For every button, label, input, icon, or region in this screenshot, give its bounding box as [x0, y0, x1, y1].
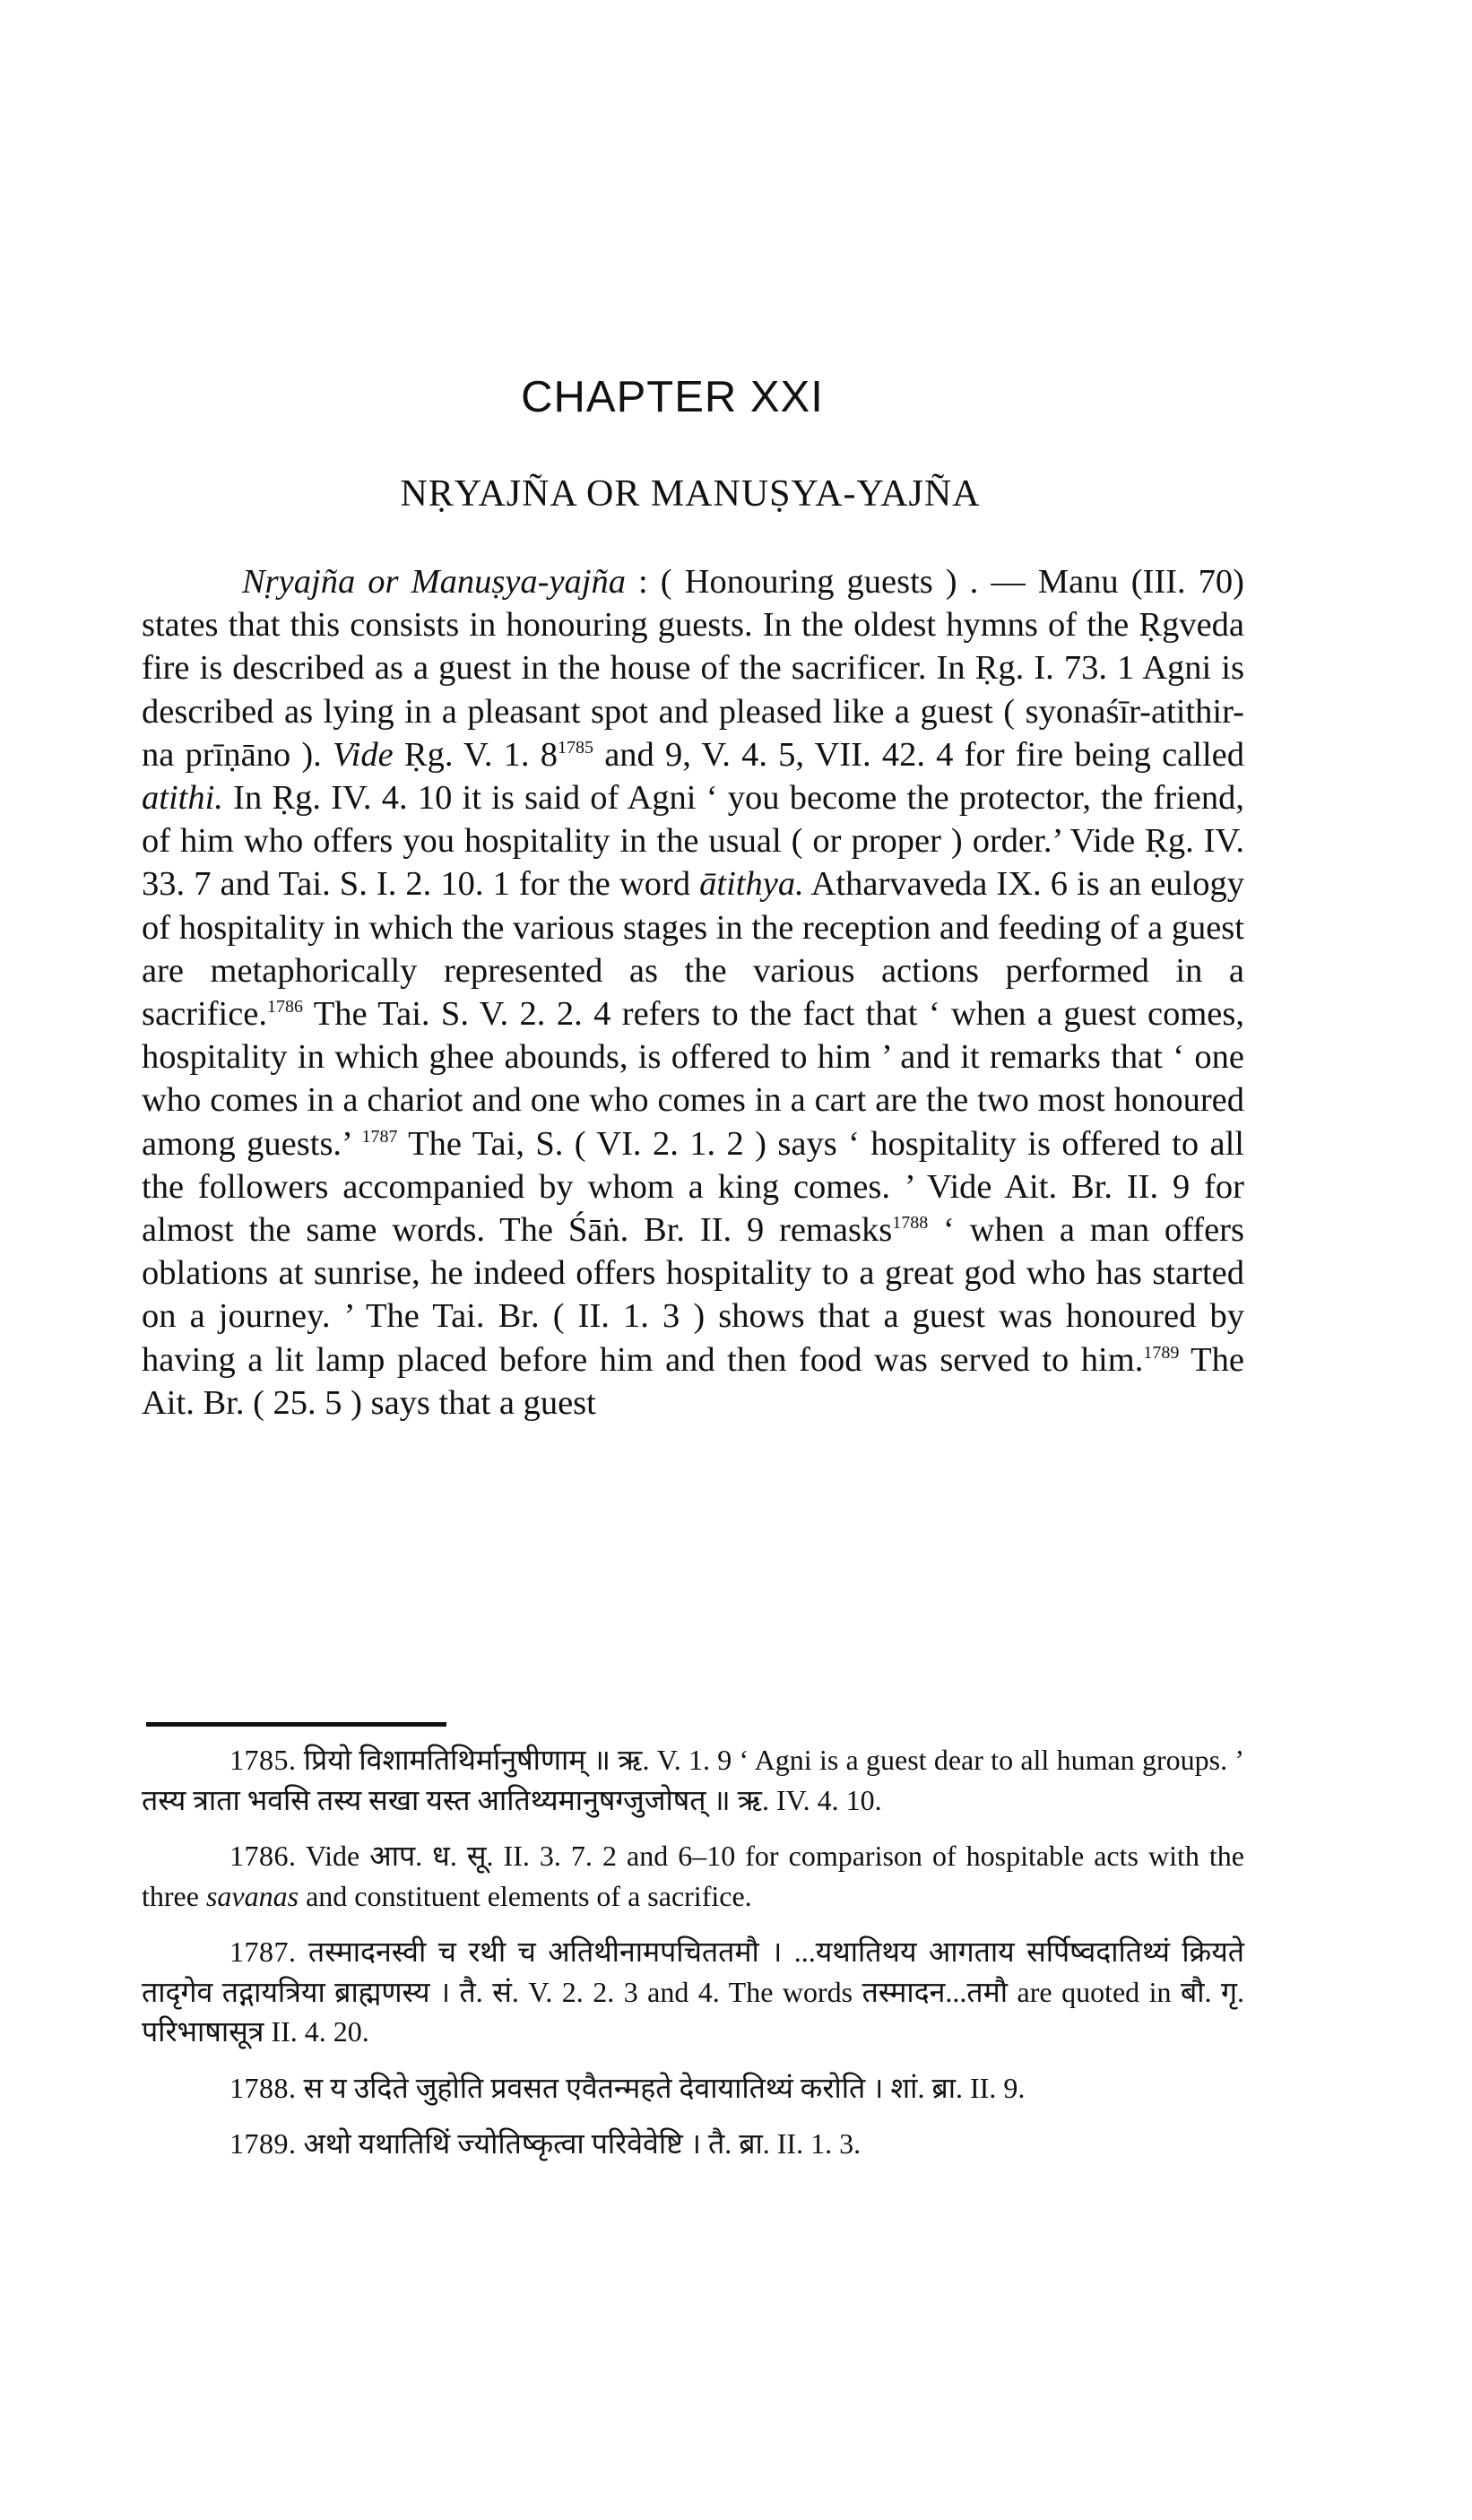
text-run: Atharvaveda IX. 6 is an eulogy of hospitality in which the various stages in the reception and feeding of a guest are metaphorically represented as the various actions performed in a sacrifice.	[142, 865, 1244, 1034]
footnote-text: Vide आप. ध. सू. II. 3. 7. 2 and 6–10 for comparison of hospitable acts with the three	[142, 1840, 1244, 1912]
footnote-1786	[142, 1836, 1244, 1916]
footnote-text: and constituent elements of a sacrifice.	[299, 1879, 752, 1912]
footnote-1789	[142, 2124, 1244, 2164]
footnote-ref-1786: 1786	[267, 997, 303, 1018]
atithi-italic: atithi.	[142, 779, 223, 818]
footnote-text: प्रियो विशामतिथिर्मानुषीणाम् ॥ ऋ. V. 1. 9 ‘ Agni is a guest dear to all human groups. ’ तस्य त्राता भवसि तस्य सखा यस्त आतिथ्यमानुषग्जुजोषत् ॥ ऋ. IV. 4. 10.	[142, 1744, 1244, 1816]
footnote-number: 1785.	[229, 1744, 297, 1776]
lead-italic: Nṛyajña or Manuṣya-yajña	[242, 563, 627, 601]
footnote-ref-1787: 1787	[361, 1126, 398, 1147]
vide-italic: Vide	[333, 735, 394, 774]
text-run: The Tai, S. ( VI. 2. 1. 2 ) says ‘ hospitality is offered to all the followers accompanied by whom a king comes. ’ Vide Ait. Br. II. 9 for almost the same words. The Śāṅ. Br. II. 9 remasks	[142, 1124, 1245, 1250]
footnote-text: अथो यथातिथिं ज्योतिष्कृत्वा परिवेवेष्टि । तै. ब्रा. II. 1. 3.	[296, 2127, 862, 2160]
footnote-1787	[142, 1932, 1244, 2052]
chapter-title: NṚYAJÑA OR MANUṢYA-YAJÑA	[400, 473, 981, 515]
text-run: ‘ when a man offers oblations at sunrise, he indeed offers hospitality to a great god who has started on a journey. ’ The Tai. Br. ( II. 1. 3 ) shows that a guest was honoured by having a lit lamp placed before him and then food was served to him.	[142, 1211, 1244, 1379]
text-run: In Ṛg. IV. 4. 10 it is said of Agni ‘ you become the protector, the friend, of him who offers you hospitality in the usual ( or proper ) order.’ Vide Ṛg. IV. 33. 7 and Tai. S. I. 2. 10. 1 for the word	[142, 779, 1244, 904]
footnote-ref-1785: 1785	[558, 737, 594, 758]
footnote-number: 1786.	[229, 1840, 297, 1872]
footnote-ref-1788: 1788	[892, 1213, 929, 1234]
footnote-number: 1789.	[229, 2127, 297, 2160]
main-text	[142, 560, 1244, 1425]
footnotes	[142, 1740, 1244, 2180]
chapter-heading: CHAPTER XXI	[521, 373, 824, 421]
footnote-1785	[142, 1740, 1244, 1820]
text-run: Ṛg. V. 1. 8	[393, 735, 558, 774]
main-paragraph	[142, 560, 1244, 1425]
footnote-number: 1788.	[229, 2071, 297, 2104]
text-run: The Tai. S. V. 2. 2. 4 refers to the fact that ‘ when a guest comes, hospitality in which ghee abounds, is offered to him ’ and it remarks that ‘ one who comes in a chariot and one who comes in a cart are the two most honoured among guests.’	[142, 995, 1244, 1163]
savanas-italic: savanas	[205, 1879, 299, 1912]
footnote-1788	[142, 2068, 1244, 2109]
footnote-number: 1787.	[229, 1935, 297, 1968]
text-run: The Ait. Br. ( 25. 5 ) says that a guest	[142, 1340, 1244, 1422]
atithya-italic: ātithya.	[699, 865, 804, 904]
text-run: : ( Honouring guests ) . — Manu (III. 70) states that this consists in honouring guests. In the oldest hymns of the Ṛgveda fire is described as a guest in the house of the sacrificer. In Ṛg. I. 73. 1 Agni is described as lying in a pleasant spot and pleased like a guest ( syonaśīr-atithir-na prīṇāno ).	[142, 563, 1244, 774]
footnote-divider	[146, 1722, 446, 1727]
footnote-ref-1789: 1789	[1143, 1342, 1180, 1363]
footnote-text: स य उदिते जुहोति प्रवसत एवैतन्महते देवायातिथ्यं करोति । शां. ब्रा. II. 9.	[296, 2071, 1026, 2104]
text-run: and 9, V. 4. 5, VII. 42. 4 for fire being called	[593, 735, 1245, 774]
footnote-text: तस्मादनस्वी च रथी च अतिथीनामपचिततमौ । ...यथातिथय आगताय सर्पिष्वदातिथ्यं क्रियते तादृगेव तद्गायत्रिया ब्राह्मणस्य । तै. सं. V. 2. 2. 3 and 4. The words तस्मादन...तमौ are quoted in बौ. गृ. परिभाषासूत्र II. 4. 20.	[142, 1935, 1244, 2048]
